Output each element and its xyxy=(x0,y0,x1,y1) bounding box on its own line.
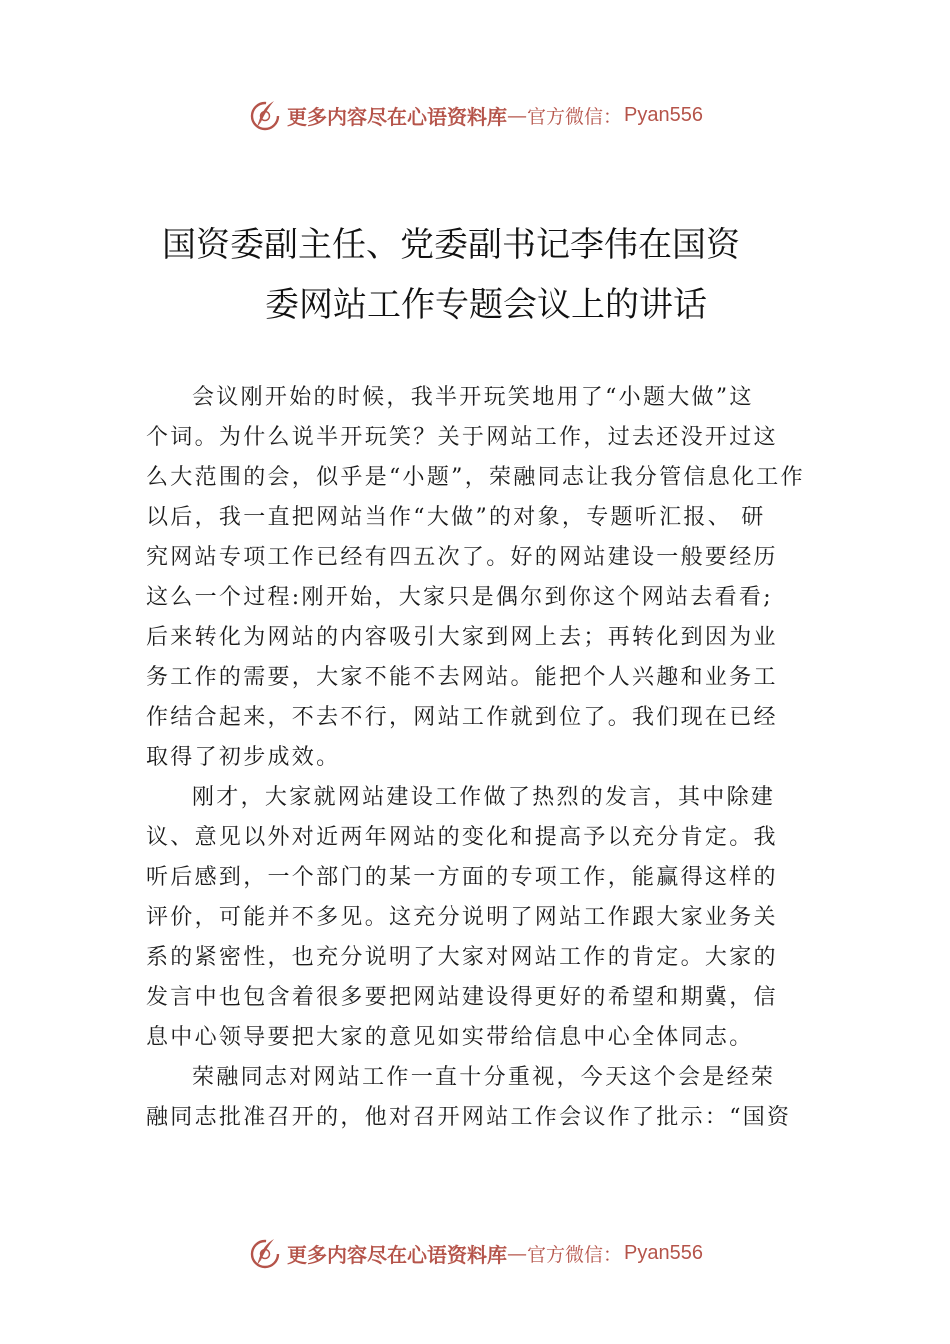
quill-pen-logo-icon xyxy=(247,97,283,133)
body-line: 会议刚开始的时候，我半开玩笑地用了“小题大做”这 xyxy=(192,385,754,410)
body-line: 发言中也包含着很多要把网站建设得更好的希望和期冀，信 xyxy=(146,985,778,1010)
body-line: 评价，可能并不多见。这充分说明了网站工作跟大家业务关 xyxy=(146,905,778,930)
banner-dash: — xyxy=(507,103,527,127)
body-line: 后来转化为网站的内容吸引大家到网上去；再转化到因为业 xyxy=(146,625,778,650)
banner-wechat-label: 官方微信： xyxy=(527,1243,623,1266)
body-line: 听后感到，一个部门的某一方面的专项工作，能赢得这样的 xyxy=(146,865,778,890)
body-line: 系的紧密性，也充分说明了大家对网站工作的肯定。大家的 xyxy=(146,945,778,970)
banner-main-text: 更多内容尽在心语资料库 xyxy=(287,1242,507,1267)
body-line: 么大范围的会，似乎是“小题”，荣融同志让我分管信息化工作 xyxy=(146,465,805,490)
body-line: 融同志批准召开的，他对召开网站工作会议作了批示：“国资 xyxy=(146,1105,792,1130)
body-line: 取得了初步成效。 xyxy=(146,745,341,770)
banner-wechat-label: 官方微信： xyxy=(527,105,623,128)
body-line: 作结合起来，不去不行，网站工作就到位了。我们现在已经 xyxy=(146,705,778,730)
body-line: 荣融同志对网站工作一直十分重视，今天这个会是经荣 xyxy=(192,1065,776,1090)
document-title-line-1: 国资委副主任、党委副书记李伟在国资 xyxy=(162,225,740,265)
body-line: 这么一个过程:刚开始，大家只是偶尔到你这个网站去看看; xyxy=(146,585,773,610)
body-line: 究网站专项工作已经有四五次了。好的网站建设一般要经历 xyxy=(146,545,778,570)
body-line: 息中心领导要把大家的意见如实带给信息中心全体同志。 xyxy=(146,1025,754,1050)
footer-banner xyxy=(0,1230,950,1276)
document-title-line-2: 委网站工作专题会议上的讲话 xyxy=(265,285,707,325)
body-line: 刚才，大家就网站建设工作做了热烈的发言，其中除建 xyxy=(192,785,776,810)
quill-pen-logo-icon xyxy=(247,1235,283,1271)
banner-wechat-id: Pyan556 xyxy=(624,1241,703,1264)
document-body xyxy=(146,378,816,1138)
banner-wechat-id: Pyan556 xyxy=(624,103,703,126)
banner-main-text: 更多内容尽在心语资料库 xyxy=(287,104,507,129)
body-line: 个词。为什么说半开玩笑？关于网站工作，过去还没开过这 xyxy=(146,425,778,450)
body-line: 以后，我一直把网站当作“大做”的对象，专题听汇报、 研 xyxy=(146,505,766,530)
header-banner xyxy=(0,92,950,138)
body-line: 务工作的需要，大家不能不去网站。能把个人兴趣和业务工 xyxy=(146,665,778,690)
banner-dash: — xyxy=(507,1241,527,1265)
body-line: 议、意见以外对近两年网站的变化和提高予以充分肯定。我 xyxy=(146,825,778,850)
